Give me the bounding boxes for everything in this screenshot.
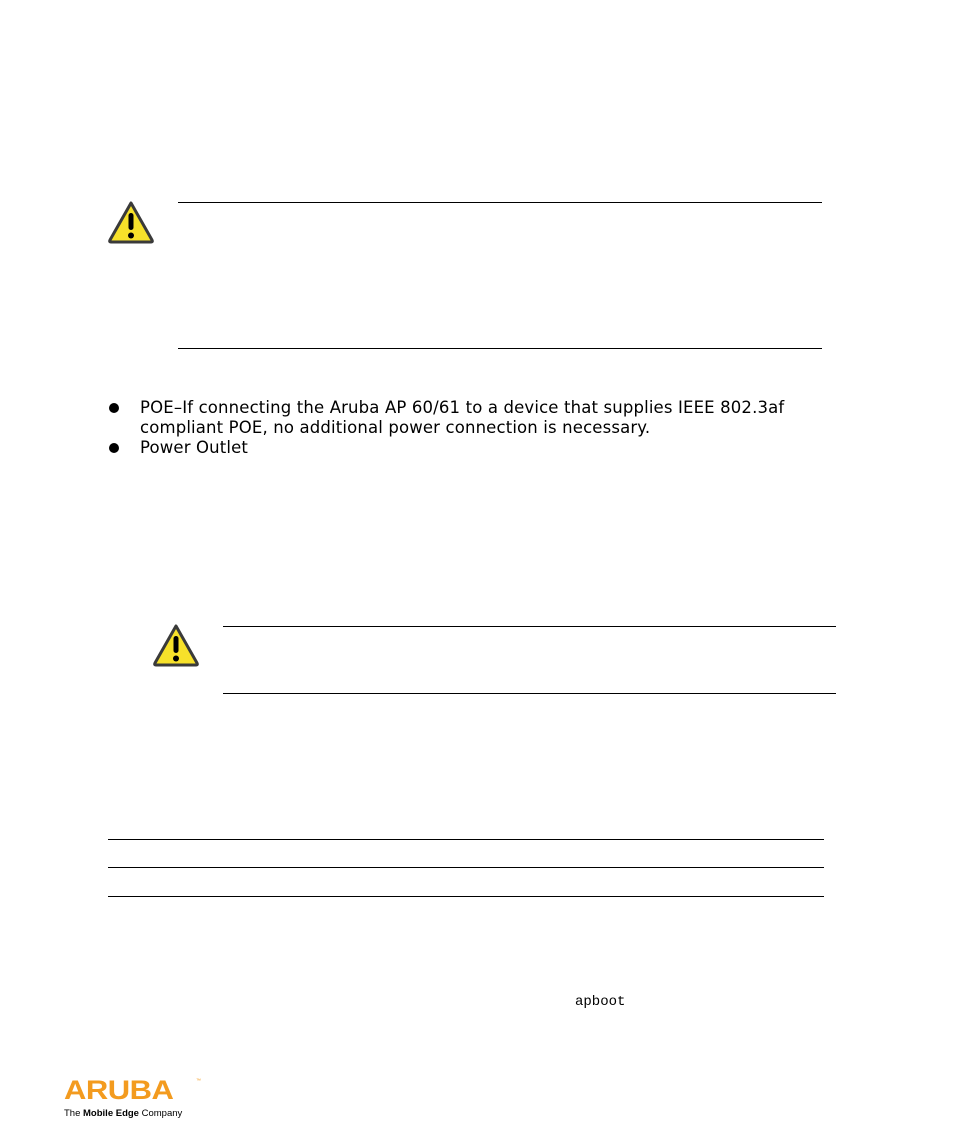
warning-bottom-rule — [223, 693, 836, 694]
table-rule-bottom — [108, 896, 824, 897]
power-options-list — [108, 398, 868, 458]
list-item-text: Power Outlet — [140, 438, 249, 457]
logo-wordmark: ARUBA — [64, 1074, 174, 1106]
warning-top-rule — [178, 202, 822, 203]
aruba-logo — [64, 1074, 204, 1122]
list-item — [108, 438, 868, 458]
warning-icon — [152, 623, 200, 667]
warning-top-rule — [223, 626, 836, 627]
bullet-icon — [109, 443, 119, 453]
code-snippet: apboot — [575, 994, 626, 1010]
list-item — [108, 398, 868, 438]
list-item-text: POE–If connecting the Aruba AP 60/61 to a device that supplies IEEE 802.3af compliant POE, no additional power connection is necessary. — [140, 398, 785, 437]
logo-tagline: The Mobile Edge Company — [64, 1108, 183, 1119]
warning-bottom-rule — [178, 348, 822, 349]
bullet-icon — [109, 403, 119, 413]
table-rule-middle — [108, 867, 824, 868]
logo-trademark: ™ — [196, 1078, 201, 1084]
warning-icon — [107, 200, 155, 244]
table-rule-top — [108, 839, 824, 840]
